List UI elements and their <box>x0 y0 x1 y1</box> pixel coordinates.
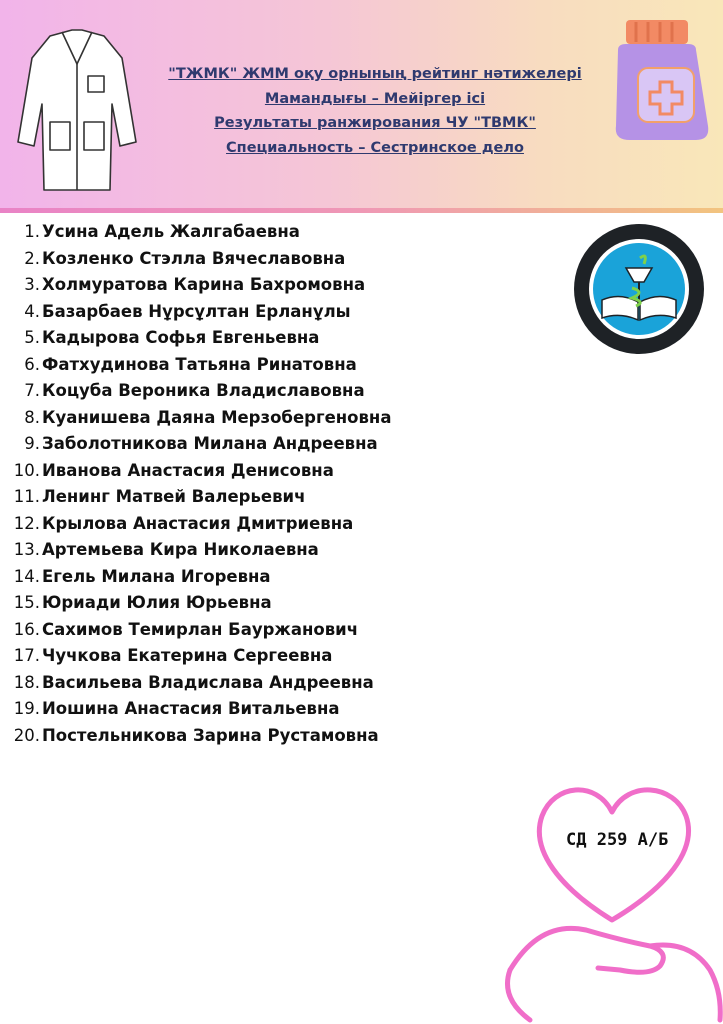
list-item <box>4 219 391 246</box>
list-item <box>4 590 391 617</box>
student-name: Чучкова Екатерина Сергеевна <box>42 646 333 665</box>
list-item <box>4 299 391 326</box>
rank-number: 2. <box>24 248 40 268</box>
rank-number: 8. <box>24 407 40 427</box>
rank-number: 9. <box>24 434 40 453</box>
list-item <box>4 643 391 670</box>
student-name: Базарбаев Нұрсұлтан Ерланұлы <box>42 301 351 321</box>
student-name: Егель Милана Игоревна <box>42 566 271 586</box>
list-item <box>4 378 391 405</box>
specialty-ru: Специальность – Сестринское дело <box>226 139 524 156</box>
rank-number: 19. <box>13 699 40 718</box>
rank-number: 13. <box>13 540 40 559</box>
college-emblem <box>572 222 706 356</box>
rank-number: 20. <box>13 725 40 745</box>
student-name: Сахимов Темирлан Бауржанович <box>42 619 359 639</box>
rank-number: 7. <box>24 381 40 400</box>
rank-number: 12. <box>13 513 40 533</box>
list-item <box>4 696 391 723</box>
medical-coat-icon <box>10 24 142 196</box>
rank-number: 3. <box>24 275 40 294</box>
specialty-kz: Мамандығы – Мейіргер ісі <box>264 90 486 107</box>
rank-number: 17. <box>13 646 40 665</box>
list-item <box>4 431 391 458</box>
rank-number: 18. <box>13 672 40 692</box>
list-item <box>4 537 391 564</box>
rank-number: 4. <box>24 301 40 321</box>
header-titles <box>130 62 620 160</box>
list-item <box>4 723 391 750</box>
student-name: Васильева Владислава Андреевна <box>42 672 374 692</box>
title-ru: Результаты ранжирования ЧУ "ТВМК" <box>214 115 536 131</box>
student-name: Фатхудинова Татьяна Ринатовна <box>42 354 357 374</box>
list-item <box>4 458 391 485</box>
student-name: Иванова Анастасия Денисовна <box>42 460 334 480</box>
rank-number: 5. <box>24 328 40 347</box>
list-item <box>4 617 391 644</box>
list-item <box>4 405 391 432</box>
rank-number: 15. <box>13 593 40 612</box>
student-name: Заболотникова Милана Андреевна <box>42 434 378 453</box>
student-name: Козленко Стэлла Вячеславовна <box>42 248 346 268</box>
title-kz: "ТЖМК" ЖММ оқу орнының рейтинг нәтижелері <box>168 66 582 82</box>
list-item <box>4 670 391 697</box>
list-item <box>4 564 391 591</box>
list-item <box>4 272 391 299</box>
heart-hand-icon <box>500 770 723 1024</box>
list-item <box>4 246 391 273</box>
rank-number: 6. <box>24 354 40 374</box>
student-name: Усина Адель Жалгабаевна <box>42 222 300 241</box>
student-name: Постельникова Зарина Рустамовна <box>42 725 379 745</box>
rank-number: 14. <box>13 566 40 586</box>
group-code: СД 259 А/Б <box>566 830 669 850</box>
student-name: Куанишева Даяна Мерзобергеновна <box>42 407 392 427</box>
student-name: Юриади Юлия Юрьевна <box>42 593 272 612</box>
student-name: Иошина Анастасия Витальевна <box>42 699 340 718</box>
student-name: Ленинг Матвей Валерьевич <box>42 487 306 506</box>
student-name: Крылова Анастасия Дмитриевна <box>42 513 354 533</box>
pill-bottle-icon <box>608 16 714 144</box>
header-divider <box>0 208 723 213</box>
rank-number: 16. <box>13 619 40 639</box>
rank-number: 1. <box>24 222 40 241</box>
student-name: Коцуба Вероника Владиславовна <box>42 381 365 400</box>
rank-number: 11. <box>13 487 40 506</box>
list-item <box>4 352 391 379</box>
rank-number: 10. <box>13 460 40 480</box>
student-name: Артемьева Кира Николаевна <box>42 540 319 559</box>
list-item <box>4 484 391 511</box>
student-name: Кадырова Софья Евгеньевна <box>42 328 320 347</box>
student-name: Холмуратова Карина Бахромовна <box>42 275 366 294</box>
ranking-list <box>4 219 391 749</box>
list-item <box>4 511 391 538</box>
list-item <box>4 325 391 352</box>
